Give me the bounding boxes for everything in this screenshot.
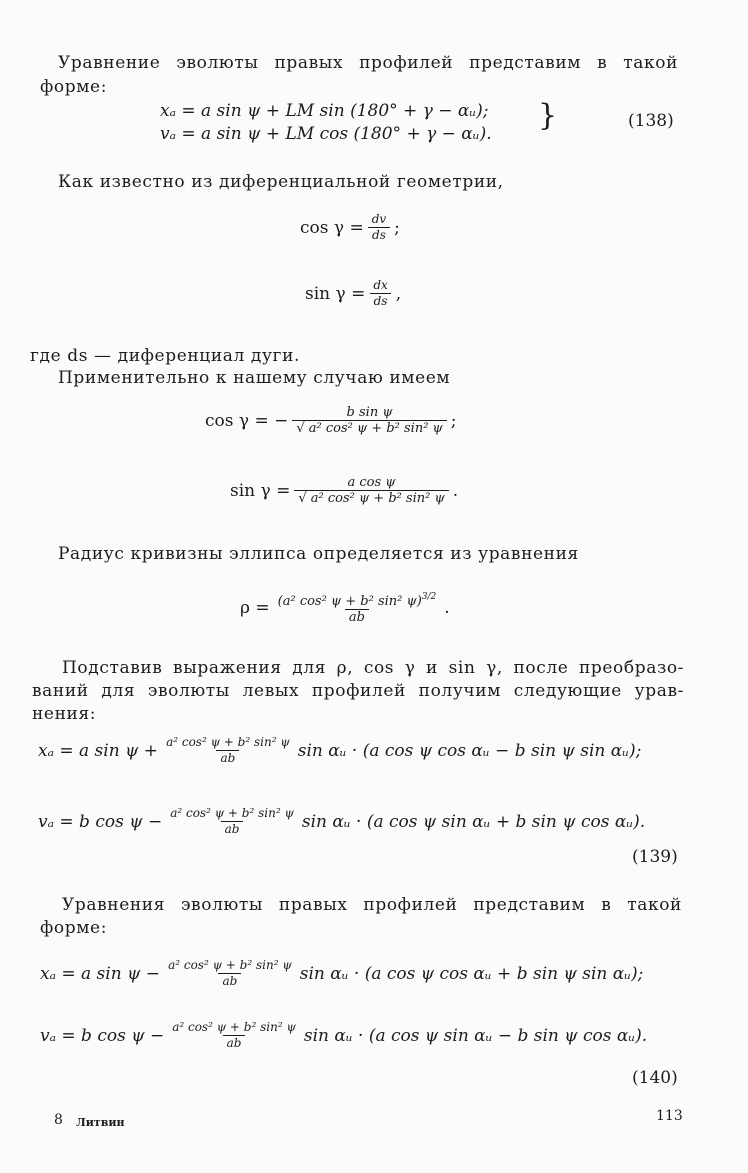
equation-138-line-1: xₐ = a sin ψ + LM sin (180° + γ − αᵤ); <box>160 101 489 121</box>
sin-gamma-ellipse-numerator: a cos ψ <box>347 475 396 490</box>
eq140a-denominator: ab <box>218 973 241 989</box>
equation-sin-gamma-ellipse <box>230 475 458 506</box>
rho-denominator: ab <box>345 609 369 625</box>
paragraph-2: Как известно из диференциальной геометрии, <box>58 172 504 192</box>
eq139b-fraction <box>166 806 298 837</box>
eq140b-numerator: a² cos² ψ + b² sin² ψ <box>172 1020 296 1034</box>
equation-138-number: (138) <box>628 111 674 131</box>
equation-138-line-2: vₐ = a sin ψ + LM cos (180° + γ − αᵤ). <box>160 124 492 144</box>
cos-gamma-lhs: cos γ = <box>300 217 364 238</box>
cos-gamma-numerator: dv <box>371 212 387 226</box>
equation-cos-gamma-ellipse <box>205 405 456 436</box>
paragraph-5-line-2: ваний для эволюты левых профилей получим следующие урав- <box>32 681 684 701</box>
paragraph-3-line-2: Применительно к нашему случаю имеем <box>58 368 451 388</box>
equation-138-brace: } <box>538 98 558 133</box>
sin-gamma-ellipse-fraction <box>294 475 448 506</box>
sin-gamma-denominator: ds <box>370 293 392 309</box>
eq139b-numerator: a² cos² ψ + b² sin² ψ <box>170 806 294 820</box>
cos-gamma-ellipse-numerator: b sin ψ <box>346 405 393 420</box>
rho-end: . <box>444 597 450 618</box>
eq140a-lhs: xₐ = a sin ψ − <box>40 963 161 984</box>
cos-gamma-ellipse-fraction <box>292 405 446 436</box>
sin-gamma-ellipse-denominator: √ a² cos² ψ + b² sin² ψ <box>294 490 448 506</box>
cos-gamma-ellipse-lhs: cos γ = − <box>205 410 289 431</box>
paragraph-5-line-1: Подставив выражения для ρ, cos γ и sin γ, после преобразо- <box>62 658 684 678</box>
equation-sin-gamma <box>305 278 401 309</box>
paragraph-1-line-1: Уравнение эволюты правых профилей представим в такой <box>58 53 678 73</box>
equation-139-number: (139) <box>632 847 678 867</box>
cos-gamma-denominator: ds <box>368 227 390 243</box>
equation-140-number: (140) <box>632 1068 678 1088</box>
eq139b-rhs: sin αᵤ · (a cos ψ sin αᵤ + b sin ψ cos αᵤ). <box>301 811 646 832</box>
cos-gamma-fraction <box>368 212 390 243</box>
eq139a-lhs: xₐ = a sin ψ + <box>38 740 159 761</box>
cos-gamma-end: ; <box>394 217 400 238</box>
sin-gamma-ellipse-end: . <box>452 480 459 501</box>
sin-gamma-lhs: sin γ = <box>305 283 366 304</box>
rho-numerator: (a² cos² ψ + b² sin² ψ)$^{3/2}$ <box>277 592 437 609</box>
cos-gamma-ellipse-denominator: √ a² cos² ψ + b² sin² ψ <box>292 420 446 436</box>
page-number: 113 <box>656 1108 683 1124</box>
eq139a-denominator: ab <box>216 750 239 766</box>
rho-fraction <box>274 590 441 625</box>
eq139a-fraction <box>162 735 294 766</box>
paragraph-5-line-3: нения: <box>32 704 97 724</box>
paragraph-1-line-2: форме: <box>40 77 108 97</box>
eq140b-fraction <box>168 1020 300 1051</box>
eq140b-lhs: vₐ = b cos ψ − <box>40 1025 165 1046</box>
eq140a-fraction <box>164 958 296 989</box>
equation-140-line-1 <box>40 958 643 989</box>
equation-139-line-2 <box>38 806 645 837</box>
paragraph-3-line-1: где ds — диференциал дуги. <box>30 346 301 366</box>
eq140a-numerator: a² cos² ψ + b² sin² ψ <box>168 958 292 972</box>
paragraph-6-line-1: Уравнения эволюты правых профилей представим в такой <box>62 895 682 915</box>
eq139b-lhs: vₐ = b cos ψ − <box>38 811 163 832</box>
cos-gamma-ellipse-end: ; <box>450 410 457 431</box>
sin-gamma-end: , <box>395 283 402 304</box>
sin-gamma-ellipse-lhs: sin γ = <box>230 480 291 501</box>
footer-signature-number: 8 <box>54 1112 63 1128</box>
eq140a-rhs: sin αᵤ · (a cos ψ cos αᵤ + b sin ψ sin αᵤ); <box>299 963 644 984</box>
equation-139-line-1 <box>38 735 641 766</box>
equation-cos-gamma <box>300 212 400 243</box>
equation-140-line-2 <box>40 1020 647 1051</box>
sin-gamma-numerator: dx <box>373 278 388 292</box>
rho-exponent: 3/2 <box>421 592 437 602</box>
eq139b-denominator: ab <box>221 821 244 837</box>
eq139a-numerator: a² cos² ψ + b² sin² ψ <box>166 735 290 749</box>
eq140b-denominator: ab <box>223 1035 246 1051</box>
paragraph-4: Радиус кривизны эллипса определяется из уравнения <box>58 544 579 564</box>
equation-curvature-radius <box>240 590 450 625</box>
eq139a-rhs: sin αᵤ · (a cos ψ cos αᵤ − b sin ψ sin αᵤ); <box>297 740 642 761</box>
rho-lhs: ρ = <box>240 597 270 618</box>
eq140b-rhs: sin αᵤ · (a cos ψ sin αᵤ − b sin ψ cos αᵤ). <box>303 1025 648 1046</box>
sin-gamma-fraction <box>369 278 391 309</box>
footer-signature-title: Литвин <box>76 1116 125 1129</box>
paragraph-6-line-2: форме: <box>40 918 108 938</box>
